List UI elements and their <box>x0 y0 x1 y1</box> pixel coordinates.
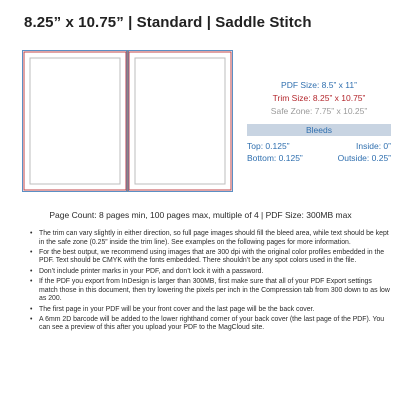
safe-zone-label: Safe Zone: 7.75” x 10.25” <box>270 106 368 116</box>
page-count-summary: Page Count: 8 pages min, 100 pages max, multiple of 4 | PDF Size: 300MB max <box>49 210 352 220</box>
bullet-icon: • <box>30 315 33 323</box>
page-title: 8.25” x 10.75” | Standard | Saddle Stitch <box>24 14 312 31</box>
note-text: The trim can vary slightly in either direction, so full page images should fill the bleed area, while text should be kept in the safe zone (0.25” inside the trim line). See examples on the following pages for more information. <box>39 230 389 246</box>
right-page-safe-outline <box>135 58 225 184</box>
left-page-trim-outline <box>24 52 126 190</box>
list-item <box>30 230 390 247</box>
bleeds-values <box>247 140 391 164</box>
bleeds-panel <box>247 124 391 164</box>
note-text: A 6mm 2D barcode will be added to the lower righthand corner of your back cover (the last page of the PDF). You can see a preview of this after you upload your PDF to the MagCloud site. <box>39 315 385 332</box>
page-spread-diagram <box>22 50 233 192</box>
trim-size-label: Trim Size: 8.25” x 10.75” <box>272 93 366 103</box>
left-page-pdf-outline <box>23 51 127 192</box>
note-text: If the PDF you export from InDesign is larger than 300MB, first make sure that all of your PDF Export settings match those in this document, then try lowering the pixels per inch in the Compression tab from 300 down to as low as 200. <box>39 278 390 303</box>
bullet-icon: • <box>30 278 33 286</box>
note-text: The first page in your PDF will be your front cover and the last page will be the back cover. <box>39 305 315 313</box>
note-text: Don’t include printer marks in your PDF, and don’t lock it with a password. <box>39 267 264 275</box>
guidelines-list <box>30 230 390 335</box>
bullet-icon: • <box>30 248 33 256</box>
bullet-icon: • <box>30 305 33 313</box>
list-item <box>30 249 390 266</box>
bleed-inside: Inside: 0” <box>356 141 391 151</box>
bleed-top: Top: 0.125” <box>247 141 290 151</box>
bullet-icon: • <box>30 267 33 275</box>
list-item <box>30 278 390 304</box>
list-item <box>30 316 390 333</box>
right-page-trim-outline <box>129 52 231 190</box>
right-page-pdf-outline <box>129 51 233 192</box>
left-page-safe-outline <box>30 58 120 184</box>
bleeds-header: Bleeds <box>247 124 391 136</box>
list-item <box>30 306 390 315</box>
size-specs <box>247 79 391 118</box>
note-text: For the best output, we recommend using images that are 300 dpi with the original color profiles embedded in the PDF. Text should be CMYK with the fonts embedded. There shouldn’t be any spot colors used in the file. <box>39 248 385 265</box>
bleed-bottom: Bottom: 0.125” <box>247 153 303 163</box>
pdf-size-label: PDF Size: 8.5” x 11” <box>281 80 357 90</box>
list-item <box>30 268 390 277</box>
bullet-icon: • <box>30 230 33 237</box>
bleed-outside: Outside: 0.25” <box>337 153 391 163</box>
